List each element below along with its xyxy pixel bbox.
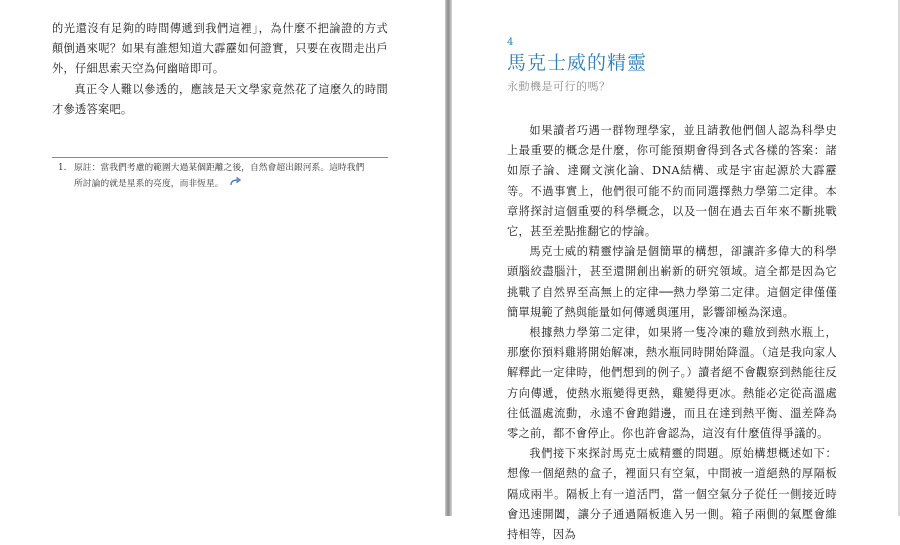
return-arrow-icon[interactable] [230,176,241,191]
right-paragraph-4: 我們接下來探討馬克士威精靈的問題。原始構想概述如下：想像一個絕熱的盒子，裡面只有空氣，中間被一道絕熱的厚隔板隔成兩半。隔板上有一道活門，當一個空氣分子從任一側接近時會迅速開闔，讓分子通過隔板進入另一側。箱子兩側的氣壓會維持相等，因為 [507,447,837,542]
footnote-text-line-1: 原註：當我們考慮的範圍大過某個距離之後，自然會超出銀河系。這時我們 [74,163,365,173]
footnote-text-line-2: 所討論的就是星系的亮度，而非恆星。 [74,179,224,189]
left-page-body [52,19,388,120]
footnote [58,161,388,192]
chapter-subtitle: 永動機是可行的嗎？ [507,80,611,93]
right-paragraph-3: 根據熱力學第二定律，如果將一隻冷凍的雞放到熱水瓶上，那麼你預料雞將開始解凍，熱水瓶同時開始降溫。（這是我向家人解釋此一定律時，他們想到的例子。）讀者絕不會觀察到熱能往反方向傳遞，使熱水瓶變得更熱，雞變得更冰。熱能必定從高溫處往低溫處流動，永遠不會跑錯邊，而且在達到熱平衡、溫差降為零之前，都不會停止。你也許會認為，這沒有什麼值得爭議的。 [507,326,837,441]
right-paragraph-1: 如果讀者巧遇一群物理學家，並且請教他們個人認為科學史上最重要的概念是什麼，你可能預期會得到各式各樣的答案：諸如原子論、達爾文演化論、DNA結構、或是宇宙起源於大霹靂等。不過事實上，他們很可能不約而同選擇熱力學第二定律。本章將探討這個重要的科學概念，以及一個在過去百年來不斷挑戰它，甚至差點推翻它的悖論。 [507,124,837,239]
right-paragraph-2: 馬克士威的精靈悖論是個簡單的構想，卻讓許多偉大的科學頭腦絞盡腦汁，甚至還開創出嶄新的研究領域。這全都是因為它挑戰了自然界至高無上的定律──熱力學第二定律。這個定律僅僅簡單規範了熱與能量如何傳遞與運用，影響卻極為深遠。 [507,245,837,319]
book-spine [445,0,452,516]
left-paragraph-1: 的光還沒有足夠的時間傳遞到我們這裡」，為什麼不把論證的方式顛倒過來呢？如果有誰想知道大霹靂如何證實，只要在夜間走出戶外，仔細思索天空為何幽暗即可。 [52,22,388,76]
right-page [452,0,900,542]
left-page [0,0,445,516]
right-page-body [507,121,837,545]
footnote-number[interactable]: 1. [58,163,67,173]
chapter-number: 4 [507,37,514,48]
chapter-title: 馬克士威的精靈 [507,52,648,74]
left-paragraph-2: 真正令人難以參透的，應該是天文學家竟然花了這麼久的時間才參透答案吧。 [52,82,388,116]
footnote-divider [52,157,388,158]
